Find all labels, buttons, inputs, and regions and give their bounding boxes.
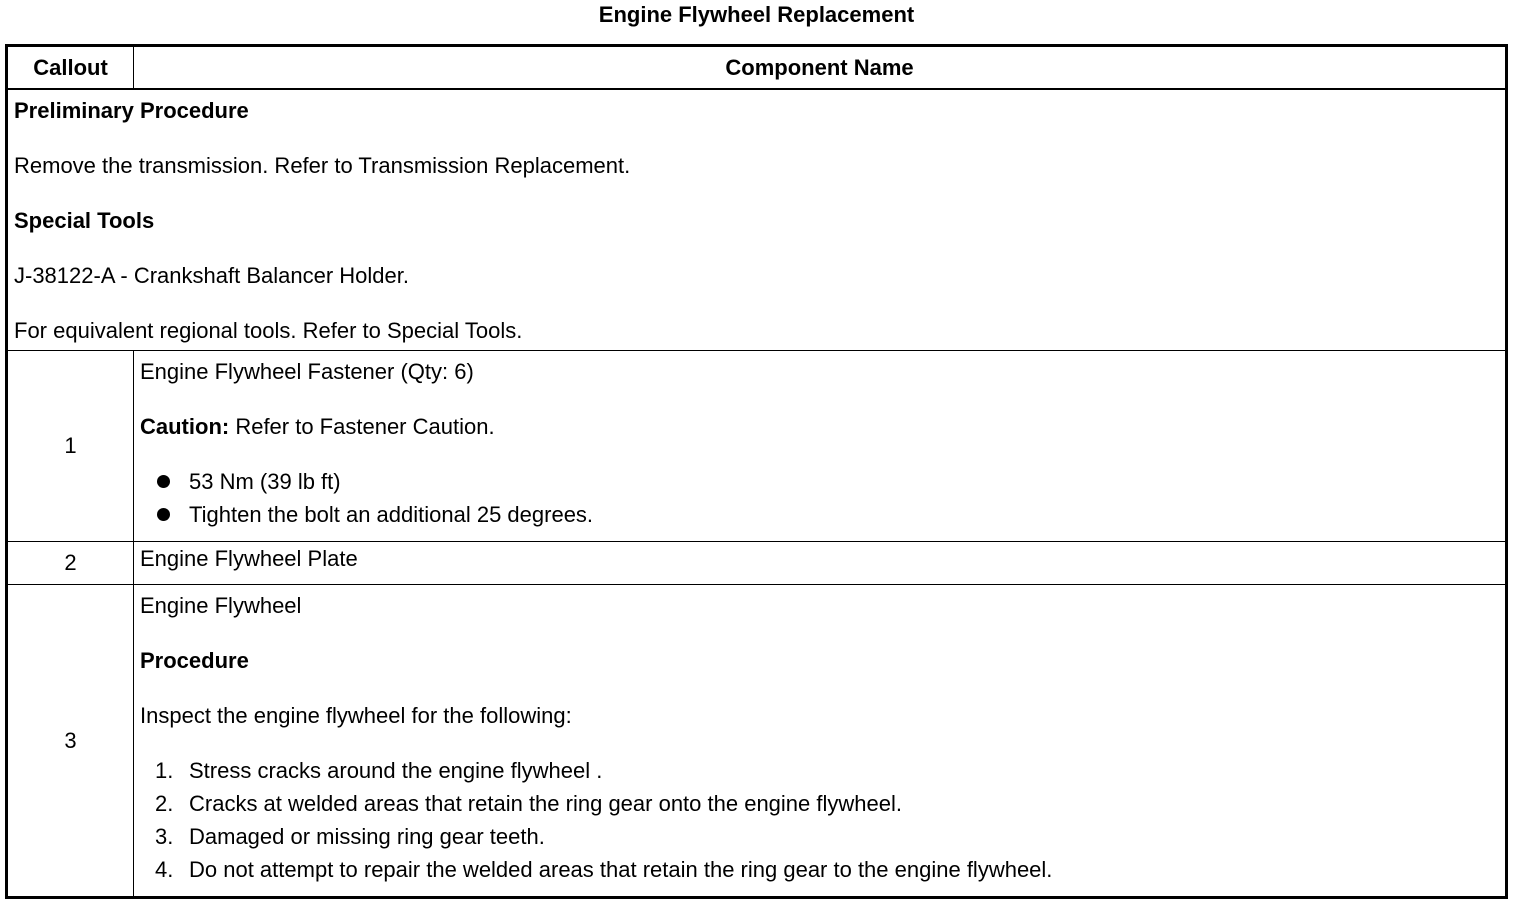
list-item bbox=[140, 498, 1499, 531]
procedure-heading: Procedure bbox=[140, 648, 249, 673]
callout-number: 2 bbox=[7, 542, 134, 585]
bullet-icon bbox=[157, 475, 170, 488]
list-item bbox=[140, 853, 1499, 886]
step-number: 3. bbox=[155, 824, 174, 849]
step-number: 4. bbox=[155, 857, 174, 882]
list-item bbox=[140, 787, 1499, 820]
step-number: 2. bbox=[155, 791, 174, 816]
column-header-component-name: Component Name bbox=[134, 46, 1507, 90]
preliminary-cell bbox=[7, 89, 1507, 351]
table-row bbox=[7, 542, 1507, 585]
step-text: Damaged or missing ring gear teeth. bbox=[189, 824, 545, 849]
caution-text: Refer to Fastener Caution. bbox=[229, 414, 495, 439]
table-header-row bbox=[7, 46, 1507, 90]
page-title: Engine Flywheel Replacement bbox=[598, 2, 915, 27]
bullet-icon bbox=[157, 508, 170, 521]
special-tool-item: J-38122-A - Crankshaft Balancer Holder. bbox=[14, 263, 409, 288]
component-name: Engine Flywheel bbox=[140, 593, 302, 618]
step-text: Do not attempt to repair the welded areas that retain the ring gear to the engine flywheel. bbox=[189, 857, 1053, 882]
table-row bbox=[7, 585, 1507, 898]
list-item bbox=[140, 820, 1499, 853]
callout-number: 1 bbox=[7, 351, 134, 542]
step-text: Stress cracks around the engine flywheel . bbox=[189, 758, 603, 783]
callout-number: 3 bbox=[7, 585, 134, 898]
step-text: Cracks at welded areas that retain the ring gear onto the engine flywheel. bbox=[189, 791, 902, 816]
component-name: Engine Flywheel Fastener (Qty: 6) bbox=[140, 359, 474, 384]
column-header-callout: Callout bbox=[7, 46, 134, 90]
list-item bbox=[140, 465, 1499, 498]
torque-spec-list bbox=[140, 465, 1499, 531]
procedure-table bbox=[5, 44, 1508, 899]
caution-label: Caution: bbox=[140, 414, 230, 439]
special-tools-heading: Special Tools bbox=[14, 208, 155, 233]
procedure-intro: Inspect the engine flywheel for the following: bbox=[140, 703, 572, 728]
component-name: Engine Flywheel Plate bbox=[134, 542, 1507, 585]
regional-tools-note: For equivalent regional tools. Refer to Special Tools. bbox=[14, 318, 523, 343]
preliminary-heading: Preliminary Procedure bbox=[14, 98, 249, 123]
list-item bbox=[140, 754, 1499, 787]
component-cell bbox=[134, 351, 1507, 542]
preliminary-row bbox=[7, 89, 1507, 351]
component-cell bbox=[134, 585, 1507, 898]
list-item-text: Tighten the bolt an additional 25 degrees. bbox=[189, 502, 594, 527]
inspection-step-list bbox=[140, 754, 1499, 886]
table-row bbox=[7, 351, 1507, 542]
preliminary-text: Remove the transmission. Refer to Transmission Replacement. bbox=[14, 153, 631, 178]
step-number: 1. bbox=[155, 758, 174, 783]
list-item-text: 53 Nm (39 lb ft) bbox=[189, 469, 341, 494]
caution-line bbox=[140, 414, 1499, 440]
